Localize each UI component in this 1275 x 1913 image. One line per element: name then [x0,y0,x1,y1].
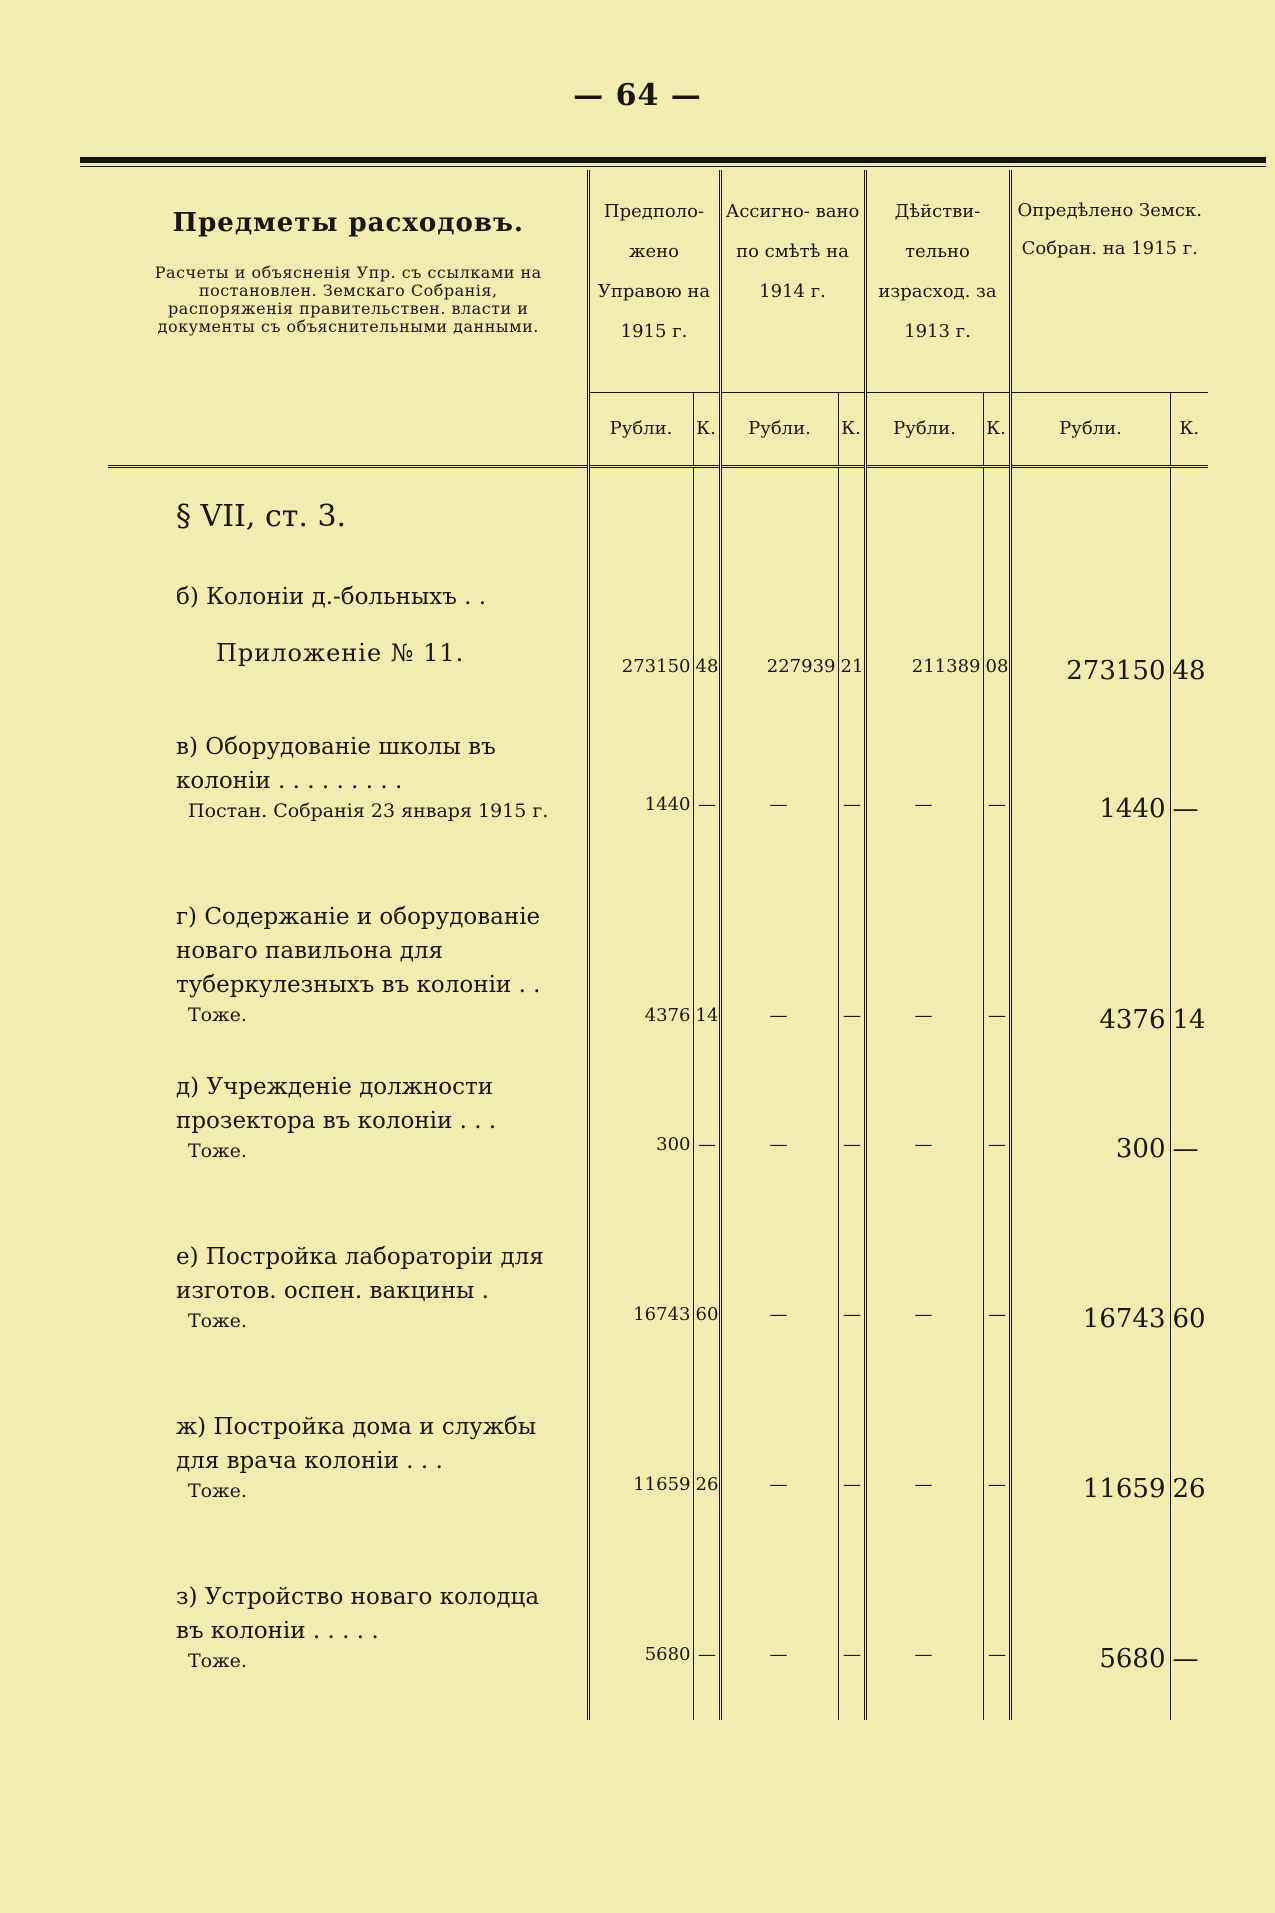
spent-rubles: — [914,1304,933,1325]
determined-kopecks: — [1170,730,1208,900]
spent-kopecks: — [983,1070,1010,1240]
item-label: ж) Постройка дома и службы для врача колоніи . . . [176,1414,537,1474]
determined-rubles: 16743 [1082,1304,1166,1334]
item-label: д) Учрежденіе должности прозектора въ колоніи . . . [176,1074,497,1134]
unit-rub: Рубли. [1059,418,1122,439]
item-note: Постан. Собранія 23 января 1915 г. [188,800,549,822]
unit-rub: Рубли. [748,418,811,439]
proposed-rubles: 300 [656,1134,691,1155]
section-title: § VII, ст. 3. [176,499,347,534]
row-description [108,1410,588,1580]
table-body [108,580,1208,1720]
proposed-rubles: 273150 [621,656,691,677]
item-note: Тоже. [188,1140,247,1162]
assigned-rubles: — [769,1644,788,1665]
row-description [108,1580,588,1720]
spent-kopecks: — [983,900,1010,1070]
determined-kopecks: 60 [1170,1240,1208,1410]
top-rule-thin [80,166,1266,167]
spent-kopecks: 08 [983,580,1010,730]
unit-rub: Рубли. [609,418,673,439]
proposed-rubles: 1440 [644,794,691,815]
determined-kopecks: 26 [1170,1410,1208,1580]
column-header-determined: Опредѣлено Земск. Собран. на 1915 г. [1010,170,1208,393]
proposed-kopecks: 48 [693,580,720,730]
item-label: б) Колоніи д.-больныхъ . . [176,584,487,610]
unit-kop: К. [693,393,720,467]
proposed-kopecks: — [693,1580,720,1720]
items-subtitle: Расчеты и объясненія Упр. съ ссылками на постановлен. Земскаго Собранія, распоряженія правительствен. власти и документы съ объяснительными данными. [154,263,542,336]
proposed-kopecks: — [693,1070,720,1240]
item-note: Тоже. [188,1480,247,1502]
proposed-kopecks: 26 [693,1410,720,1580]
row-description [108,1240,588,1410]
table-row [108,1410,1208,1580]
assigned-rubles: — [769,1304,788,1325]
unit-kop: К. [983,393,1010,467]
expense-table [108,170,1208,1720]
section-cell [108,468,588,580]
determined-kopecks: 48 [1170,580,1208,730]
determined-rubles: 300 [1115,1134,1166,1164]
proposed-rubles: 16743 [633,1304,691,1325]
column-header-assigned: Ассигно- вано по смѣтѣ на 1914 г. [720,170,865,393]
item-note: Тоже. [188,1650,247,1672]
item-label: г) Содержаніе и оборудованіе новаго павильона для туберкулезныхъ въ колоніи . . [176,904,541,998]
proposed-kopecks: 14 [693,900,720,1070]
assigned-kopecks: 21 [838,580,865,730]
table-row [108,1580,1208,1720]
assigned-rubles: — [769,794,788,815]
item-note: Тоже. [188,1310,247,1332]
assigned-kopecks: — [838,900,865,1070]
proposed-rubles: 4376 [644,1005,691,1026]
top-rule [80,157,1266,163]
determined-rubles: 273150 [1066,656,1166,686]
table-row [108,1070,1208,1240]
determined-kopecks: 14 [1170,900,1208,1070]
determined-rubles: 5680 [1099,1644,1166,1674]
unit-kop: К. [838,393,865,467]
spent-rubles: — [914,1134,933,1155]
row-description [108,730,588,900]
assigned-kopecks: — [838,730,865,900]
proposed-rubles: 11659 [633,1474,691,1495]
determined-rubles: 4376 [1099,1005,1166,1035]
spent-rubles: — [914,1005,933,1026]
item-label: в) Оборудованіе школы въ колоніи . . . . . . . . . [176,734,496,794]
determined-rubles: 1440 [1099,794,1166,824]
item-label: е) Постройка лабораторіи для изготов. оспен. вакцины . [176,1244,544,1304]
unit-kop: К. [1170,393,1208,467]
spent-kopecks: — [983,730,1010,900]
table-row [108,1240,1208,1410]
column-header-spent: Дѣйстви- тельно израсход. за 1913 г. [865,170,1010,393]
assigned-rubles: — [769,1134,788,1155]
row-description [108,1070,588,1240]
spent-kopecks: — [983,1580,1010,1720]
appendix-reference: Приложеніе № 11. [216,639,465,667]
determined-kopecks: — [1170,1580,1208,1720]
spent-kopecks: — [983,1410,1010,1580]
spent-rubles: 211389 [911,656,981,677]
unit-rub: Рубли. [893,418,956,439]
assigned-rubles: 227939 [766,656,836,677]
item-label: з) Устройство новаго колодца въ колоніи . . . . . [176,1584,540,1644]
determined-rubles: 11659 [1082,1474,1166,1504]
item-note: Тоже. [188,1004,247,1026]
assigned-kopecks: — [838,1070,865,1240]
page-number: — 64 — [573,78,702,113]
row-description [108,580,588,730]
column-header-items [108,170,588,467]
row-description [108,900,588,1070]
spent-kopecks: — [983,1240,1010,1410]
assigned-kopecks: — [838,1410,865,1580]
spent-rubles: — [914,794,933,815]
proposed-rubles: 5680 [644,1644,691,1665]
assigned-rubles: — [769,1005,788,1026]
table-row [108,580,1208,730]
assigned-rubles: — [769,1474,788,1495]
table-row [108,730,1208,900]
determined-kopecks: — [1170,1070,1208,1240]
items-title: Предметы расходовъ. [172,208,524,238]
proposed-kopecks: — [693,730,720,900]
proposed-kopecks: 60 [693,1240,720,1410]
assigned-kopecks: — [838,1240,865,1410]
table-row [108,900,1208,1070]
spent-rubles: — [914,1474,933,1495]
assigned-kopecks: — [838,1580,865,1720]
column-header-proposed: Предполо- жено Управою на 1915 г. [588,170,720,393]
spent-rubles: — [914,1644,933,1665]
